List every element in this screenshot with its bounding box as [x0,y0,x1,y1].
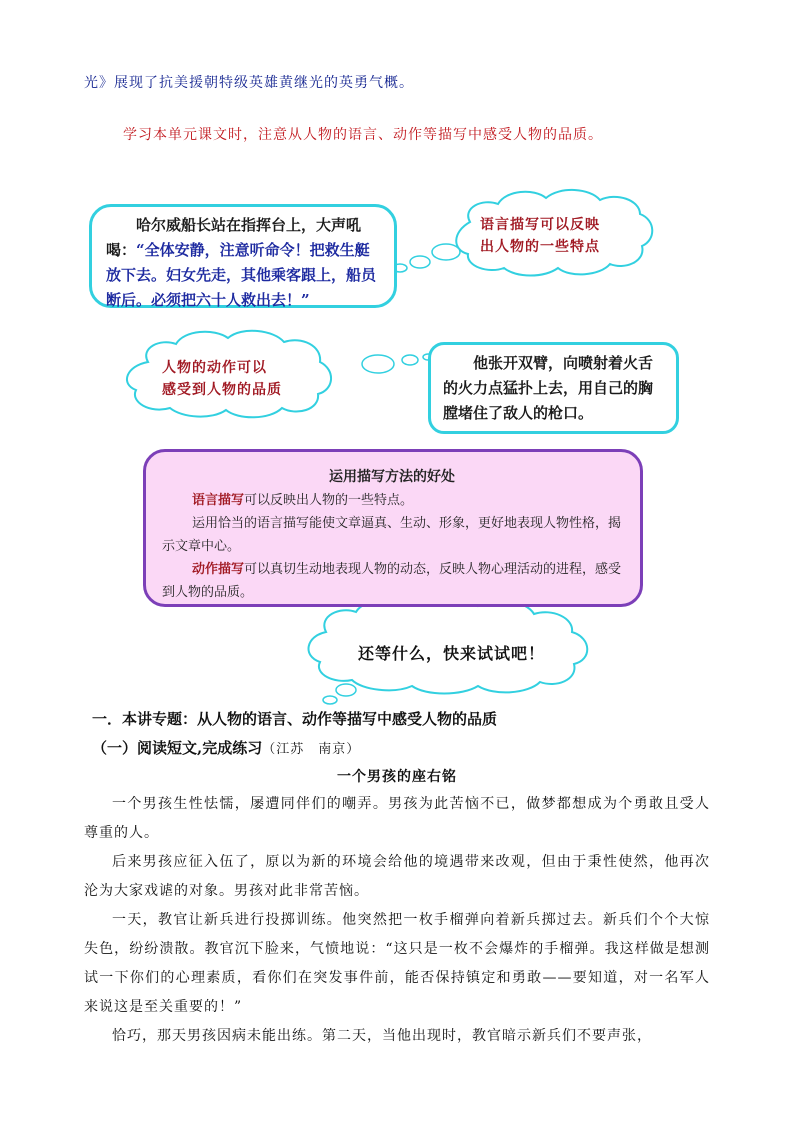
cloud-language-line-1: 语言描写可以反映 [480,217,600,233]
section-subtitle [92,737,360,758]
method-para-3: 动作描写可以真切生动地表现人物的动态，反映人物心理活动的进程，感受到人物的品质。 [162,562,622,600]
speech-quote-text: “全体安静，注意听命令！把救生艇放下去。妇女先走，其他乘客跟上，船员断后。必须把六十人救出去！” [106,241,377,309]
cloud-action-bubbles [362,354,433,373]
cloud-try-bubbles [323,684,356,704]
cloud-action-line-2: 感受到人物的品质 [162,382,282,398]
method-title: 运用描写方法的好处 [329,469,455,485]
cloud-action-text [162,357,282,401]
article-paragraph: 后来男孩应征入伍了，原以为新的环境会给他的境遇带来改观，但由于秉性使然，他再次沦为大家戏谑的对象。男孩对此非常苦恼。 [84,854,710,899]
section-title: 一．本讲专题：从人物的语言、动作等描写中感受人物的品质 [92,710,498,728]
cloud-language-text [480,214,600,258]
article-body [84,790,710,1051]
article-paragraph: 恰巧，那天男孩因病未能出练。第二天，当他出现时，教官暗示新兵们不要声张， [112,1028,652,1044]
intro-line-1: 光》展现了抗美援朝特级英雄黄继光的英勇气概。 [84,75,414,91]
cloud-action-line-1: 人物的动作可以 [162,360,267,376]
action-text: 他张开双臂，向喷射着火舌的火力点猛扑上去，用自己的胸膛堵住了敌人的枪口。 [443,354,654,422]
keyword-language: 语言描写 [192,493,245,508]
subtitle-source: （江苏 南京） [262,742,361,757]
article-paragraph: 一个男孩生性怯懦，屡遭同伴们的嘲弄。男孩为此苦恼不已，做梦都想成为个勇敢且受人尊重的人。 [84,796,710,841]
method-para-1: 语言描写可以反映出人物的一些特点。 [192,493,414,508]
method-summary-box [143,449,643,607]
keyword-action: 动作描写 [192,562,245,577]
article-title: 一个男孩的座右铭 [337,769,457,785]
speech-example-box [89,204,397,308]
subtitle-text: （一）阅读短文,完成练习 [92,739,263,757]
method-para-2: 运用恰当的语言描写能使文章逼真、生动、形象，更好地表现人物性格，揭示文章中心。 [162,516,622,554]
speech-plain-text: 哈尔威船长站在指挥台上，大声吼喝： [106,216,362,259]
cloud-try-text: 还等什么，快来试试吧！ [358,644,546,663]
cloud-language-line-2: 出人物的一些特点 [480,239,600,255]
cloud-language-bubbles [393,244,460,272]
intro-line-2: 学习本单元课文时，注意从人物的语言、动作等描写中感受人物的品质。 [123,127,603,143]
action-example-box [428,342,679,434]
article-paragraph: 一天，教官让新兵进行投掷训练。他突然把一枚手榴弹向着新兵掷过去。新兵们个个大惊失色，纷纷溃散。教官沉下脸来，气愤地说：“这只是一枚不会爆炸的手榴弹。我这样做是想测试一下你们的心理素质，看你们在突发事件前，能否保持镇定和勇敢——要知道，对一名军人来说这是至关重要的！” [84,912,710,1015]
